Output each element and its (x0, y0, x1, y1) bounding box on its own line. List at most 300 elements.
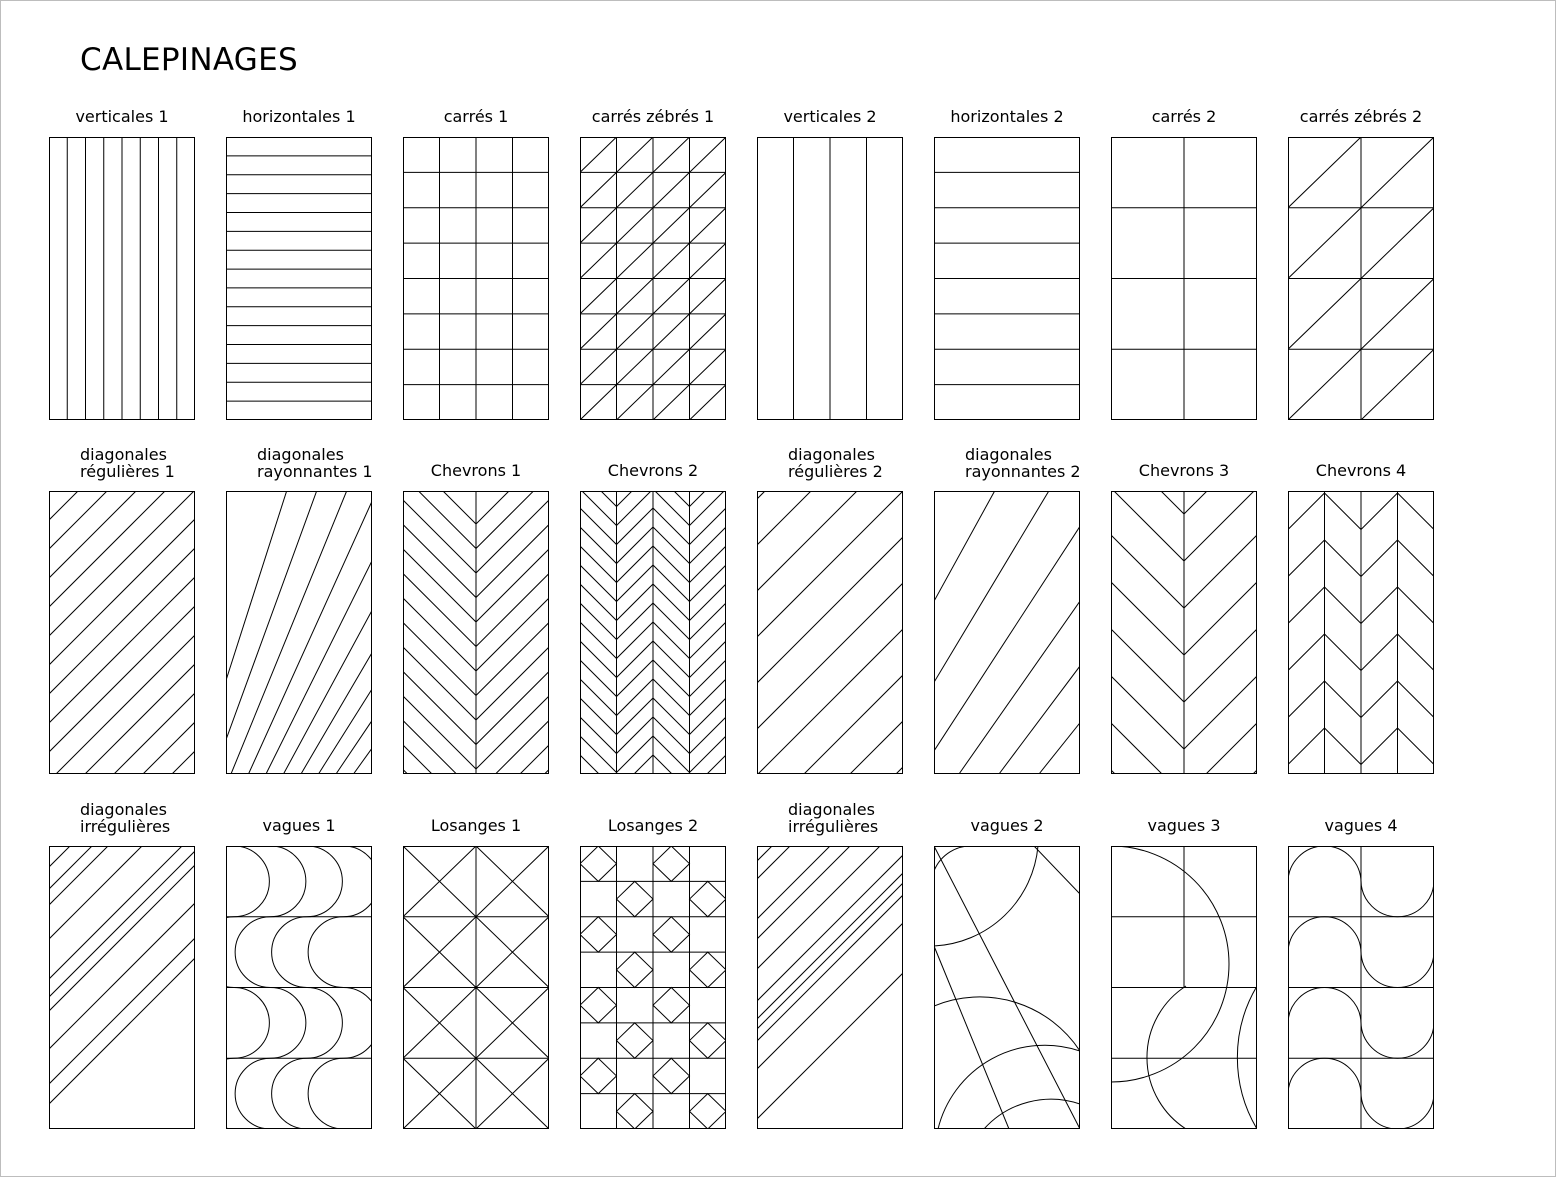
chevron-joint (690, 490, 727, 507)
chevron-joint (580, 508, 617, 545)
pattern-label: horizontales 1 (242, 107, 356, 126)
chevron-joint (1111, 676, 1184, 749)
chevron-joint (1111, 490, 1184, 561)
chevron-joint (690, 527, 727, 564)
pattern-label: diagonales rayonnantes 2 (965, 445, 1081, 481)
wave-arc (1361, 846, 1434, 917)
pattern-carres-2 (1110, 136, 1258, 421)
pattern-label: Chevrons 4 (1315, 461, 1407, 480)
pattern-vagues-3 (1110, 845, 1258, 1130)
pattern-label: verticales 2 (783, 107, 877, 126)
wave-arc (1237, 986, 1257, 1129)
pattern-joints (933, 491, 1081, 774)
diagonal-joint (580, 314, 617, 349)
chevron-joint (617, 698, 654, 735)
chevron-joint (617, 490, 654, 507)
chevron-joint (580, 490, 617, 507)
diagonal-joint (1288, 349, 1361, 420)
diagonal-joint (653, 208, 690, 243)
chevron-joint (476, 672, 549, 745)
diagonal-joint (617, 137, 654, 172)
diagonal-joint (653, 243, 690, 278)
diagonal-joint (756, 846, 904, 1129)
pattern-chevrons-1 (402, 490, 550, 775)
diagonal-joint (756, 491, 904, 774)
chevron-joint (690, 508, 727, 545)
diagonal-joint (580, 349, 617, 384)
chevron-joint (1398, 681, 1435, 718)
chevron-joint (580, 736, 617, 773)
pattern-label: vagues 2 (970, 816, 1044, 835)
diagonal-joint (653, 349, 690, 384)
diagonal-joint (48, 846, 196, 1129)
radiating-joint (301, 491, 373, 774)
diagonal-joint (580, 208, 617, 243)
chevron-joint (580, 774, 617, 775)
diagonal-joint (580, 137, 617, 172)
diagonal-joint (690, 243, 727, 278)
chevron-joint (690, 584, 727, 621)
diagonal-joint (756, 846, 790, 1129)
chevron-joint (653, 774, 690, 775)
pattern-joints (934, 172, 1080, 384)
chevron-joint (403, 574, 476, 647)
diagonal-joint (48, 491, 165, 774)
diagonal-joint (580, 172, 617, 207)
diagonal-joint (580, 243, 617, 278)
diagonal-joint (934, 946, 1009, 1129)
diagonal-joint (48, 846, 196, 1129)
diagonal-joint (690, 349, 727, 384)
chevron-joint (617, 584, 654, 621)
chevron-joint (476, 574, 549, 647)
pattern-joints (756, 846, 904, 1129)
chevron-joint (476, 647, 549, 720)
chevron-joint (617, 774, 654, 775)
chevron-joint (690, 565, 727, 602)
diagonal-joint (580, 279, 617, 314)
pattern-border (758, 847, 903, 1129)
chevron-joint (617, 527, 654, 564)
wave-arc (1361, 988, 1434, 1059)
chevron-joint (1325, 681, 1362, 718)
chevron-joint (690, 698, 727, 735)
chevron-joint (617, 641, 654, 678)
chevron-joint (476, 696, 549, 769)
chevron-joint (653, 660, 690, 697)
pattern-verticales-1 (48, 136, 196, 421)
pattern-label: carrés zébrés 1 (591, 107, 715, 126)
pattern-label: Chevrons 3 (1138, 461, 1230, 480)
chevron-joint (690, 546, 727, 583)
pattern-label: vagues 3 (1147, 816, 1221, 835)
pattern-vagues-4 (1287, 845, 1435, 1130)
wave-arc (1288, 988, 1361, 1059)
diamond-tile (617, 1023, 654, 1058)
chevron-joint (1361, 634, 1398, 671)
diagonal-joint (653, 172, 690, 207)
pattern-joints (403, 137, 549, 420)
chevron-joint (1111, 770, 1184, 775)
chevron-joint (476, 549, 549, 622)
diagonal-joint (48, 846, 196, 1129)
chevron-joint (1398, 587, 1435, 624)
chevron-joint (690, 736, 727, 773)
chevron-joint (580, 584, 617, 621)
chevron-joint (1361, 540, 1398, 577)
chevron-joint (690, 603, 727, 640)
chevron-joint (403, 770, 476, 776)
chevron-joint (403, 745, 476, 775)
chevron-joint (617, 490, 654, 526)
diagonal-joint (756, 846, 904, 1129)
diagonal-joint (653, 137, 690, 172)
chevron-joint (580, 565, 617, 602)
pattern-joints (403, 490, 549, 775)
wave-arc (235, 917, 270, 988)
diagonal-joint (1288, 208, 1361, 279)
radiating-joint (933, 491, 1081, 774)
chevron-joint (690, 774, 727, 775)
diagonal-joint (48, 846, 142, 1129)
chevron-joint (1325, 493, 1362, 530)
chevron-joint (580, 755, 617, 775)
pattern-vagues-1 (225, 845, 373, 1130)
pattern-label: carrés 1 (443, 107, 509, 126)
pattern-joints (580, 137, 726, 420)
chevron-joint (1111, 535, 1184, 608)
pattern-diagonales-rayonnantes-1 (225, 490, 373, 775)
radiating-joint (225, 491, 317, 774)
chevron-joint (653, 755, 690, 775)
wave-arc (308, 917, 343, 988)
diagonal-joint (653, 314, 690, 349)
pattern-label: horizontales 2 (950, 107, 1064, 126)
pattern-label: diagonales irrégulières (80, 800, 171, 836)
wave-arc (307, 846, 342, 917)
chevron-joint (1398, 493, 1435, 530)
diamond-tile (617, 881, 654, 916)
pattern-joints (1111, 490, 1257, 775)
chevron-joint (617, 736, 654, 773)
pattern-diagonales-regulieres-2 (756, 490, 904, 775)
pattern-joints (1288, 846, 1434, 1129)
chevron-joint (653, 508, 690, 545)
chevron-joint (653, 698, 690, 735)
diagonal-joint (48, 846, 196, 1129)
diagonal-joint (653, 279, 690, 314)
chevron-joint (690, 660, 727, 697)
pattern-horizontales-1 (225, 136, 373, 421)
wave-arc (1288, 1058, 1361, 1129)
diamond-tile (653, 988, 690, 1023)
chevron-joint (1184, 490, 1257, 561)
diagonal-joint (756, 491, 904, 774)
chevron-joint (476, 525, 549, 598)
diagonal-joint (48, 846, 196, 1129)
diagonal-joint (690, 137, 727, 172)
chevron-joint (617, 603, 654, 640)
diamond-tile (617, 1094, 654, 1129)
pattern-joints (580, 490, 726, 775)
pattern-border (227, 138, 372, 420)
chevron-joint (403, 490, 476, 524)
wave-arc (1111, 846, 1229, 1082)
pattern-diagonales-irregulieres-1 (48, 845, 196, 1130)
chevron-joint (476, 490, 549, 549)
wave-arc (344, 988, 374, 1059)
chevron-joint (690, 641, 727, 678)
chevron-joint (403, 490, 476, 549)
pattern-joints (580, 846, 726, 1129)
diamond-tile (653, 846, 690, 881)
diagonal-joint (48, 846, 92, 1129)
diagonal-joint (1361, 208, 1434, 279)
pattern-joints (225, 491, 373, 774)
chevron-joint (1325, 634, 1362, 671)
pattern-diagonales-irregulieres-2 (756, 845, 904, 1130)
chevron-joint (1184, 629, 1257, 702)
diagonal-joint (756, 846, 904, 1129)
chevron-joint (653, 565, 690, 602)
chevron-joint (617, 717, 654, 754)
radiating-joint (354, 491, 374, 774)
chevron-joint (580, 717, 617, 754)
diagonal-joint (580, 385, 617, 420)
wave-arc (307, 988, 342, 1059)
pattern-joints (226, 156, 372, 401)
chevron-joint (653, 527, 690, 564)
diamond-tile (690, 952, 727, 987)
chevron-joint (403, 696, 476, 769)
chevron-joint (476, 598, 549, 671)
pattern-label: diagonales irrégulières (788, 800, 879, 836)
chevron-joint (653, 641, 690, 678)
chevron-joint (690, 717, 727, 754)
radiating-joint (225, 491, 287, 774)
chevron-joint (580, 679, 617, 716)
diagonal-joint (617, 243, 654, 278)
chevron-joint (617, 755, 654, 775)
wave-arc (271, 846, 306, 917)
pattern-label: diagonales régulières 2 (788, 445, 883, 481)
pattern-label: Losanges 2 (607, 816, 699, 835)
diamond-tile (580, 846, 617, 881)
diagonal-joint (690, 172, 727, 207)
chevron-joint (476, 745, 549, 775)
pattern-chevrons-2 (579, 490, 727, 775)
pattern-joints (403, 846, 549, 1129)
chevron-joint (653, 622, 690, 659)
pattern-joints (1288, 137, 1434, 420)
chevron-joint (690, 679, 727, 716)
wave-arc (272, 917, 307, 988)
wave-arc (1288, 917, 1361, 988)
diamond-tile (580, 917, 617, 952)
pattern-joints (794, 137, 867, 420)
chevron-joint (1325, 728, 1362, 765)
chevron-joint (1111, 582, 1184, 655)
diagonal-joint (756, 846, 904, 1129)
pattern-label: diagonales rayonnantes 1 (257, 445, 373, 481)
pattern-chevrons-3 (1110, 490, 1258, 775)
chevron-joint (653, 584, 690, 621)
chevron-joint (403, 623, 476, 696)
pattern-label: carrés zébrés 2 (1299, 107, 1423, 126)
chevron-joint (1288, 587, 1325, 624)
diagonal-joint (690, 385, 727, 420)
diamond-tile (580, 1058, 617, 1093)
diagonal-joint (756, 491, 903, 774)
chevron-joint (617, 508, 654, 545)
diagonal-joint (1361, 279, 1434, 350)
chevron-joint (403, 721, 476, 776)
radiating-joint (959, 491, 1081, 774)
pattern-diagonales-rayonnantes-2 (933, 490, 1081, 775)
pattern-label: diagonales régulières 1 (80, 445, 175, 481)
chevron-joint (617, 546, 654, 583)
pattern-label: Chevrons 2 (607, 461, 699, 480)
pattern-label: Chevrons 1 (430, 461, 522, 480)
pattern-carres-zebres-1 (579, 136, 727, 421)
chevron-joint (1361, 728, 1398, 765)
chevron-joint (1325, 587, 1362, 624)
chevron-joint (1184, 582, 1257, 655)
chevron-joint (1398, 540, 1435, 577)
chevron-joint (1111, 629, 1184, 702)
diamond-tile (617, 952, 654, 987)
diagonal-joint (85, 491, 196, 774)
chevron-joint (403, 549, 476, 622)
diagonal-joint (690, 314, 727, 349)
chevron-joint (1288, 681, 1325, 718)
diamond-tile (653, 917, 690, 952)
diamond-tile (580, 988, 617, 1023)
pattern-chevrons-4 (1287, 490, 1435, 775)
chevron-joint (1361, 587, 1398, 624)
chevron-joint (690, 622, 727, 659)
wave-arc (308, 1058, 343, 1129)
diagonal-joint (172, 491, 196, 774)
diagonal-joint (617, 208, 654, 243)
chevron-joint (1111, 723, 1184, 775)
chevron-joint (1288, 634, 1325, 671)
diagonal-joint (934, 846, 1080, 1129)
diagonal-joint (756, 846, 772, 1129)
chevron-joint (403, 672, 476, 745)
pattern-joints (48, 846, 196, 1129)
chevron-joint (1398, 634, 1435, 671)
pattern-carres-zebres-2 (1287, 136, 1435, 421)
diagonal-joint (48, 491, 49, 774)
wave-arc (934, 846, 1038, 946)
chevron-joint (580, 527, 617, 564)
chevron-joint (653, 490, 690, 507)
diagonal-joint (1288, 137, 1361, 208)
chevron-joint (580, 641, 617, 678)
chevron-joint (580, 698, 617, 735)
chevron-joint (476, 623, 549, 696)
pattern-joints (1288, 490, 1434, 775)
chevron-joint (403, 500, 476, 573)
chevron-joint (1184, 676, 1257, 749)
wave-arc (1361, 1058, 1434, 1129)
diagonal-joint (1361, 349, 1434, 420)
pattern-losanges-1 (402, 845, 550, 1130)
diagonal-joint (756, 491, 811, 774)
chevron-joint (403, 598, 476, 671)
radiating-joint (1039, 491, 1081, 774)
pattern-label: vagues 1 (262, 816, 336, 835)
pattern-joints (48, 491, 196, 774)
chevron-joint (1398, 728, 1435, 765)
chevron-joint (1184, 490, 1257, 514)
chevron-joint (653, 546, 690, 583)
pattern-joints (1111, 846, 1257, 1129)
wave-arc (235, 1058, 270, 1129)
diagonal-joint (617, 314, 654, 349)
wave-arc (234, 846, 269, 917)
radiating-joint (284, 491, 374, 774)
diagonal-joint (48, 846, 182, 1129)
chevron-joint (690, 755, 727, 775)
chevron-joint (1288, 540, 1325, 577)
pattern-verticales-2 (756, 136, 904, 421)
wave-arc (1288, 846, 1361, 917)
chevron-joint (1111, 490, 1184, 514)
chevron-joint (1184, 535, 1257, 608)
pattern-joints (225, 846, 373, 1129)
chevron-joint (653, 679, 690, 716)
wave-arc (1361, 917, 1434, 988)
diamond-tile (690, 1023, 727, 1058)
chevron-joint (403, 647, 476, 720)
chevron-joint (403, 525, 476, 598)
pattern-border (758, 492, 903, 774)
chevron-joint (476, 500, 549, 573)
chevron-joint (476, 490, 549, 524)
diagonal-joint (617, 172, 654, 207)
diagonal-joint (850, 491, 904, 774)
chevron-joint (1325, 540, 1362, 577)
diagonal-joint (114, 491, 196, 774)
wave-arc (1147, 986, 1186, 1129)
diagonal-joint (653, 385, 690, 420)
pattern-horizontales-2 (933, 136, 1081, 421)
chevron-joint (1361, 681, 1398, 718)
diagonal-joint (690, 208, 727, 243)
chevron-joint (580, 603, 617, 640)
diagonal-joint (617, 385, 654, 420)
chevron-joint (690, 490, 727, 526)
chevron-joint (617, 622, 654, 659)
diagonal-joint (617, 349, 654, 384)
chevron-joint (1184, 770, 1257, 775)
diagonal-joint (758, 491, 904, 774)
diagonal-joint (690, 279, 727, 314)
wave-arc (272, 1058, 307, 1129)
chevron-joint (476, 770, 549, 776)
pattern-label: verticales 1 (75, 107, 169, 126)
wave-arc (234, 988, 269, 1059)
pattern-label: vagues 4 (1324, 816, 1398, 835)
wave-arc (344, 846, 374, 917)
diamond-tile (653, 1058, 690, 1093)
chevron-joint (653, 736, 690, 773)
pattern-label: carrés 2 (1151, 107, 1217, 126)
diagonal-joint (1034, 846, 1080, 894)
pattern-vagues-2 (933, 845, 1081, 1130)
